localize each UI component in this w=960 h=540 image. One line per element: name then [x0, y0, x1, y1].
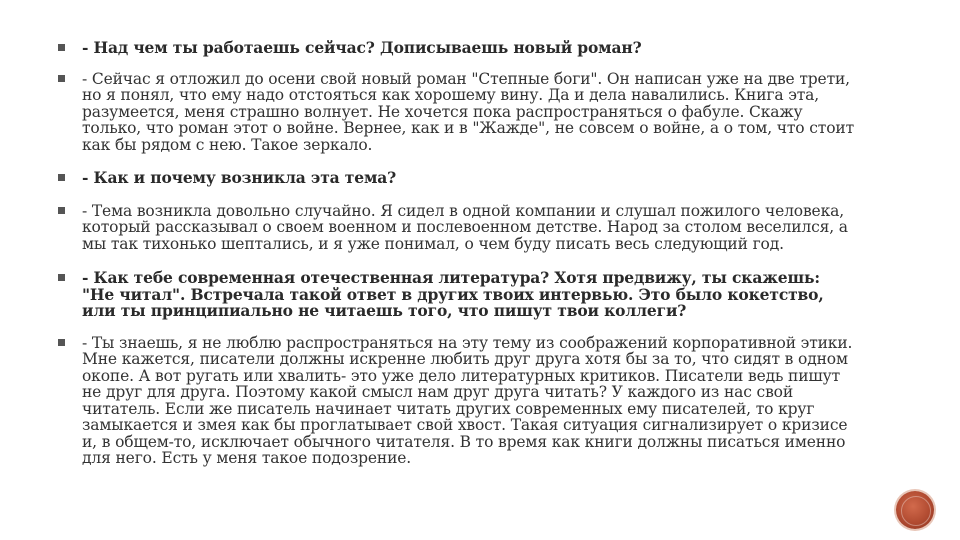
interview-answer: [56, 335, 856, 467]
bullet-square-icon: [58, 174, 65, 181]
interview-question: [56, 40, 856, 57]
question-text: - Как тебе современная отечественная литература? Хотя предвижу, ты скажешь: "Не читал". Встречала такой ответ в других твоих интервью. Это было кокетство, или ты принципиально не читаешь того, что пишут твои коллеги?: [82, 268, 824, 320]
interview-answer: [56, 203, 856, 253]
bullet-square-icon: [58, 44, 65, 51]
bullet-square-icon: [58, 207, 65, 214]
interview-question: [56, 270, 856, 320]
bullet-square-icon: [58, 339, 65, 346]
badge-ring: [901, 496, 931, 526]
interview-question: [56, 170, 856, 187]
slide-body: [56, 40, 856, 467]
answer-text: - Ты знаешь, я не люблю распространяться на эту тему из соображений корпоративной этики. Мне кажется, писатели должны искренне любить друг друга хотя бы за то, что сидят в одном окопе. А вот ругать или хвалить- это уже дело литературных критиков. Писатели ведь пишут не друг для друга. Поэтому какой смысл нам друг друга читать? У каждого из нас свой читатель. Если же писатель начинает читать других современных ему писателей, то круг замыкается и змея как бы проглатывает свой хвост. Такая ситуация сигнализирует о кризисе и, в общем-то, исключает обычного читателя. В то время как книги должны писаться именно для него. Есть у меня такое подозрение.: [82, 333, 853, 467]
answer-text: - Тема возникла довольно случайно. Я сидел в одной компании и слушал пожилого человека, который рассказывал о своем военном и послевоенном детстве. Народ за столом веселился, а мы так тихонько шептались, и я уже понимал, о чем буду писать весь следующий год.: [82, 201, 848, 253]
question-text: - Как и почему возникла эта тема?: [82, 168, 397, 187]
answer-text: - Сейчас я отложил до осени свой новый роман "Степные боги". Он написан уже на две трети, но я понял, что ему надо отстояться как хорошему вину. Да и дела навалились. Книга эта, разумеется, меня страшно волнует. Не хочется пока распространяться о фабуле. Скажу только, что роман этот о войне. Вернее, как и в "Жажде", не совсем о войне, а о том, что стоит как бы рядом с нею. Такое зеркало.: [82, 69, 854, 154]
page-number-badge: [896, 491, 934, 529]
bullet-square-icon: [58, 274, 65, 281]
bullet-square-icon: [58, 75, 65, 82]
interview-answer: [56, 71, 856, 154]
question-text: - Над чем ты работаешь сейчас? Дописываешь новый роман?: [82, 38, 642, 57]
